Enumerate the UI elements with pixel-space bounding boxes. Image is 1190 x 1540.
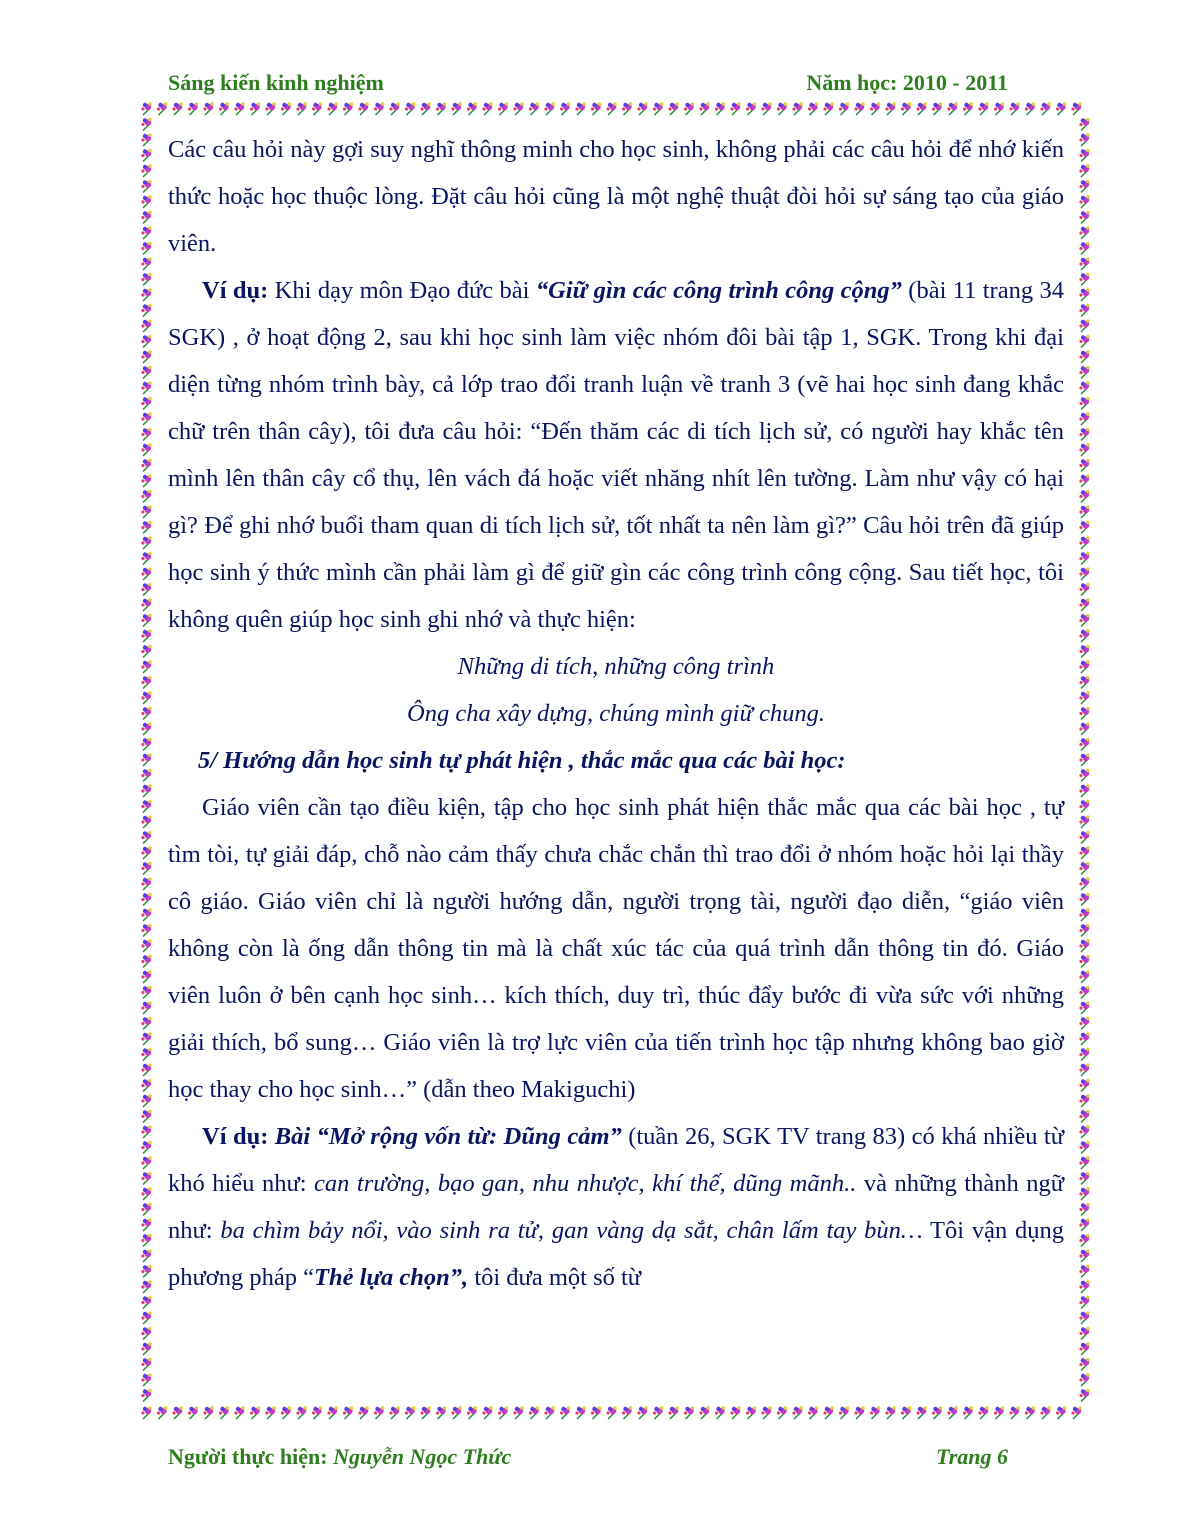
idioms: ba chìm bảy nổi, vào sinh ra tử, gan vàng dạ sắt, chân lấm tay bùn… bbox=[220, 1217, 923, 1244]
author-name: Nguyễn Ngọc Thức bbox=[333, 1444, 512, 1469]
lesson-title: “Giữ gìn các công trình công cộng” bbox=[535, 277, 902, 304]
paragraph-intro: Các câu hỏi này gợi suy nghĩ thông minh cho học sinh, không phải các câu hỏi để nhớ kiến thức hoặc học thuộc lòng. Đặt câu hỏi cũng là một nghệ thuật đòi hỏi sự sáng tạo của giáo viên. bbox=[168, 136, 1064, 257]
paragraph-teacher-role: Giáo viên cần tạo điều kiện, tập cho học sinh phát hiện thắc mắc qua các bài học , tự tìm tòi, tự giải đáp, chỗ nào cảm thấy chưa chắc chắn thì trao đổi ở nhóm hoặc hỏi lại thầy cô giáo. Giáo viên chỉ là người hướng dẫn, người trọng tài, người đạo diễn, “giáo viên không còn là ống dẫn thông tin mà là chất xúc tác của quá trình dẫn thông tin đó. Giáo viên luôn ở bên cạnh học sinh… kích thích, duy trì, thúc đẩy bước đi vừa sức với những giải thích, bổ sung… Giáo viên là trợ lực viên của tiến trình học tập nhưng không bao giờ học thay cho học sinh…” (dẫn theo Makiguchi) bbox=[168, 794, 1064, 1103]
paragraph-example-2 bbox=[168, 1113, 1064, 1301]
section-heading-5: 5/ Hướng dẫn học sinh tự phát hiện , thắc mắc qua các bài học: bbox=[198, 747, 846, 774]
text-span: Khi dạy môn Đạo đức bài bbox=[268, 277, 536, 304]
text-span: tôi đưa một số từ bbox=[468, 1264, 642, 1291]
author-label: Người thực hiện: bbox=[168, 1444, 334, 1469]
header-title: Sáng kiến kinh nghiệm bbox=[168, 70, 384, 95]
difficult-words: can trường, bạo gan, nhu nhược, khí thế, dũng mãnh.. bbox=[314, 1170, 857, 1197]
example-label: Ví dụ: bbox=[202, 277, 269, 304]
page-header bbox=[168, 70, 1008, 102]
text-span: và những thành ngữ như: bbox=[168, 1170, 1064, 1244]
method-name: Thẻ lựa chọn”, bbox=[313, 1264, 469, 1291]
page-footer bbox=[168, 1444, 1008, 1476]
document-body bbox=[168, 126, 1064, 1301]
example-label: Ví dụ: bbox=[202, 1123, 269, 1150]
header-school-year: Năm học: 2010 - 2011 bbox=[806, 70, 1008, 95]
footer-author bbox=[168, 1444, 511, 1470]
lesson-title: Bài “Mở rộng vốn từ: Dũng cảm” bbox=[268, 1123, 622, 1150]
page-number: Trang 6 bbox=[936, 1444, 1008, 1469]
text-span: (tuần 26, SGK TV trang 83) có khá nhiều từ khó hiểu như: bbox=[168, 1123, 1064, 1197]
paragraph-example-1 bbox=[168, 267, 1064, 643]
text-span: Tôi vận dụng phương pháp “ bbox=[168, 1217, 1064, 1291]
poem-line-1: Những di tích, những công trình bbox=[457, 653, 775, 680]
text-span: (bài 11 trang 34 SGK) , ở hoạt động 2, sau khi học sinh làm việc nhóm đôi bài tập 1, SGK. Trong khi đại diện từng nhóm trình bày, cả lớp trao đổi tranh luận về tranh 3 (vẽ hai học sinh đang khắc chữ trên thân cây), tôi đưa câu hỏi: “Đến thăm các di tích lịch sử, có người hay khắc tên mình lên thân cây cổ thụ, lên vách đá hoặc viết nhăng nhít lên tường. Làm như vậy có hại gì? Để ghi nhớ buổi tham quan di tích lịch sử, tốt nhất ta nên làm gì?” Câu hỏi trên đã giúp học sinh ý thức mình cần phải làm gì để giữ gìn các công trình công cộng. Sau tiết học, tôi không quên giúp học sinh ghi nhớ và thực hiện: bbox=[168, 277, 1064, 633]
poem-line-2: Ông cha xây dựng, chúng mình giữ chung. bbox=[407, 700, 825, 727]
